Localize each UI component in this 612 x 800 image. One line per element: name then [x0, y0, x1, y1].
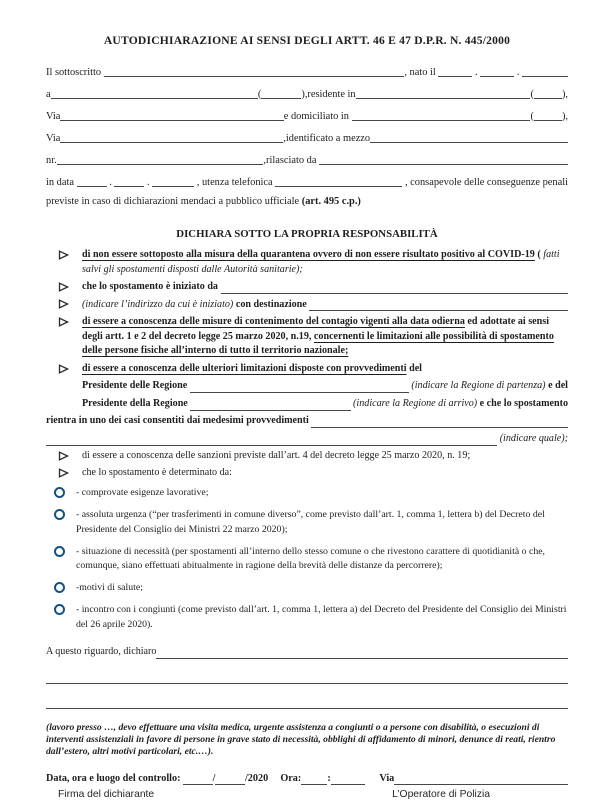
line-regione-arrivo: [82, 397, 568, 412]
text-run: ,rilasciato da: [263, 155, 320, 166]
text-run: .: [144, 177, 153, 188]
blank-field[interactable]: [221, 280, 568, 294]
blank-field[interactable]: [331, 771, 366, 785]
bullet-arrow-icon: [58, 250, 69, 263]
bullet-spostamento-iniziato: [46, 280, 568, 295]
text-run: Data, ora e luogo del controllo:: [46, 772, 184, 784]
text-run: concernenti le limitazioni alle possibilità di spostamento delle persone fisiche all’interno di tutto il territorio nazionale;: [82, 330, 554, 357]
text-run: con destinazione: [233, 298, 310, 310]
blank-field[interactable]: [480, 63, 514, 77]
text-run: di non essere sottoposto alla misura della quarantena ovvero di non essere risultato positivo al COVID-19: [82, 248, 535, 260]
control-line: [46, 771, 568, 786]
text-run: ed adottate ai sensi degli artt. 1 e 2 del decreto legge 25 marzo 2020, n.19,: [82, 315, 550, 342]
line-identificato: [46, 129, 568, 144]
blank-field[interactable]: [394, 771, 568, 785]
blank-field[interactable]: [301, 771, 327, 785]
bullet-motivo-spostamento: [46, 466, 568, 481]
spacer: [268, 785, 280, 786]
line-regione-partenza: [82, 379, 568, 394]
blank-field[interactable]: [60, 107, 283, 121]
signature-footer: [46, 789, 568, 800]
text-run: nr.: [46, 155, 57, 166]
blank-field[interactable]: [152, 173, 194, 187]
blank-field[interactable]: [522, 63, 568, 77]
bullet-arrow-icon: [58, 317, 69, 330]
text-run: del: [406, 362, 422, 374]
text-run: e domiciliato in: [283, 111, 352, 122]
page-title: AUTODICHIARAZIONE AI SENSI DEGLI ARTT. 46 E 47 D.P.R. N. 445/2000: [103, 34, 511, 47]
text-run: e che lo spostamento: [477, 397, 568, 409]
text-run: Presidente della Regione: [82, 397, 191, 409]
bullet-misure-contenimento: [46, 315, 568, 359]
bullet-arrow-icon: [58, 364, 69, 377]
line-sottoscritto: [46, 63, 568, 78]
signature-officer-label: L’Operatore di Polizia: [392, 788, 490, 800]
text-run: - assoluta urgenza (“per trasferimenti in comune diverso”, come previsto dall’art. 1, comma 1, lettera b) del Decreto del Presidente del Consiglio dei Ministri 22 marzo 2020);: [76, 508, 545, 535]
bullet-ulteriori-limitazioni: [46, 362, 568, 377]
line-utenza-telefonica: [46, 173, 568, 188]
text-run: ),: [561, 89, 568, 100]
blank-field[interactable]: [534, 85, 562, 99]
blank-field[interactable]: [190, 397, 350, 411]
text-run: ),residente in: [301, 89, 356, 100]
blank-field[interactable]: [309, 297, 568, 311]
blank-field[interactable]: [183, 771, 213, 785]
blank-field[interactable]: [370, 129, 568, 143]
text-run: e del: [545, 380, 568, 392]
text-run: /2020: [244, 772, 269, 784]
text-run: , consapevole delle conseguenze penali: [402, 177, 568, 188]
declaration-body: [46, 248, 568, 712]
option-situazione-necessita: [46, 545, 568, 575]
line-blank-1: [46, 670, 568, 685]
line-nato-a: [46, 85, 568, 100]
bullet-arrow-icon: [58, 451, 69, 464]
option-incontro-congiunti: [46, 603, 568, 633]
bullet-arrow-icon: [58, 282, 69, 295]
signature-declarant-label: Firma del dichiarante: [58, 788, 155, 800]
text-run: (indicare la Regione di arrivo): [350, 397, 478, 409]
text-run: ,identificato a mezzo: [283, 133, 371, 144]
bullet-quarantena: [46, 248, 568, 278]
text-run: in data: [46, 177, 77, 188]
examples-note: (lavoro presso …, devo effettuare una visita medica, urgente assistenza a congiunti o a persone con disabilità, o esecuzioni di interventi assistenziali in favore di persone in grave stato di necessità, obblighi di affidamento di minori, denunce di reati, rientro dall’estero, altri motivi particolari, etc.…).: [46, 722, 556, 757]
blank-field[interactable]: [311, 414, 568, 428]
option-motivi-salute: [46, 581, 568, 596]
text-run: di essere a conoscenza delle misure di contenimento del contagio vigenti alla data odierna: [82, 315, 465, 327]
text-run: Via: [46, 133, 61, 144]
blank-field[interactable]: [319, 151, 568, 165]
blank-field[interactable]: [114, 173, 144, 187]
line-documento-nr: [46, 151, 568, 166]
blank-field[interactable]: [46, 695, 568, 709]
text-run: ),: [561, 111, 568, 122]
text-run: - incontro con i congiunti (come previsto dall’art. 1, comma 1, lettera a) del Decreto del Presidente del Consiglio dei Ministri del 26 aprile 2020).: [76, 603, 567, 630]
text-run: .: [472, 67, 481, 78]
blank-field[interactable]: [534, 107, 562, 121]
text-run: (indicare l’indirizzo da cui è iniziato): [82, 298, 234, 310]
text-run: /: [212, 772, 216, 784]
text-run: (art. 495 c.p.): [301, 196, 361, 207]
text-run: di essere a conoscenza delle sanzioni previste dall’art. 4 del decreto legge 25 marzo 2020, n. 19;: [82, 450, 471, 462]
text-run: , utenza telefonica: [194, 177, 276, 188]
text-run: Via: [46, 111, 61, 122]
option-radio-icon[interactable]: [54, 487, 65, 498]
option-esigenze-lavorative: [46, 486, 568, 501]
option-radio-icon[interactable]: [54, 582, 65, 593]
text-run: -motivi di salute;: [76, 582, 143, 594]
text-run: Il sottoscritto: [46, 67, 104, 78]
text-run: (: [530, 89, 534, 100]
option-radio-icon[interactable]: [54, 509, 65, 520]
line-indicare-quale: [46, 432, 568, 447]
declaration-heading: DICHIARA SOTTO LA PROPRIA RESPONSABILITÀ: [176, 227, 438, 240]
blank-field[interactable]: [438, 63, 472, 77]
bullet-arrow-icon: [58, 299, 69, 312]
blank-field[interactable]: [156, 645, 568, 659]
text-run: Presidente delle Regione: [82, 380, 190, 392]
option-assoluta-urgenza: [46, 508, 568, 538]
bullet-sanzioni: [46, 449, 568, 464]
text-run: :: [327, 772, 331, 784]
spacer: [365, 785, 379, 786]
blank-field[interactable]: [60, 129, 283, 143]
line-dichiaro: [46, 645, 568, 660]
blank-field[interactable]: [212, 771, 245, 785]
blank-field[interactable]: [57, 151, 264, 165]
control-section: [46, 771, 568, 789]
blank-field[interactable]: [51, 85, 258, 99]
blank-field[interactable]: [261, 85, 301, 99]
text-run: Via: [379, 772, 395, 784]
blank-field[interactable]: [46, 670, 568, 684]
line-blank-2: [46, 695, 568, 710]
text-run: che lo spostamento è iniziato da: [82, 281, 221, 293]
text-run: );: [296, 263, 303, 275]
option-radio-icon[interactable]: [54, 546, 65, 557]
line-casi-consentiti: [46, 414, 568, 429]
option-radio-icon[interactable]: [54, 604, 65, 615]
text-run: di essere a conoscenza delle ulteriori limitazioni disposte con provvedimenti: [82, 362, 407, 374]
blank-field[interactable]: [356, 85, 534, 100]
text-run: (indicare la Regione di partenza): [408, 380, 546, 392]
text-run: (: [534, 248, 544, 260]
text-run: A questo riguardo, dichiaro: [46, 645, 157, 657]
text-run: previste in caso di dichiarazioni mendaci a pubblico ufficiale: [46, 196, 302, 207]
bullet-destinazione: [46, 297, 568, 312]
intro-section: [46, 63, 568, 217]
text-run: - situazione di necessità (per spostamenti all’interno dello stesso comune o che rivestono carattere di quotidianità o che, comunque, siano effettuati abitualmente in ragione della brevità delle distanze da percorrere);: [76, 545, 546, 572]
text-run: rientra in uno dei casi consentiti dai medesimi provvedimenti: [46, 415, 312, 427]
text-run: .: [106, 177, 115, 188]
text-run: fatti salvi gli spostamenti disposti dalle Autorità sanitarie: [82, 248, 560, 275]
blank-field[interactable]: [352, 107, 534, 122]
text-run: Ora:: [280, 772, 302, 784]
blank-field[interactable]: [46, 432, 497, 446]
text-run: , nato il: [404, 67, 439, 78]
blank-field[interactable]: [77, 173, 107, 187]
bullet-arrow-icon: [58, 468, 69, 481]
line-domicilio: [46, 107, 568, 122]
text-run: (: [530, 111, 534, 122]
blank-field[interactable]: [190, 379, 409, 393]
line-art-495: [46, 195, 568, 210]
text-run: che lo spostamento è determinato da:: [82, 467, 232, 479]
text-run: - comprovate esigenze lavorative;: [76, 487, 209, 499]
blank-field[interactable]: [104, 63, 405, 77]
text-run: a: [46, 89, 51, 100]
text-run: .: [514, 67, 522, 78]
blank-field[interactable]: [275, 173, 402, 187]
text-run: (: [257, 89, 262, 100]
text-run: (indicare quale);: [497, 432, 568, 444]
